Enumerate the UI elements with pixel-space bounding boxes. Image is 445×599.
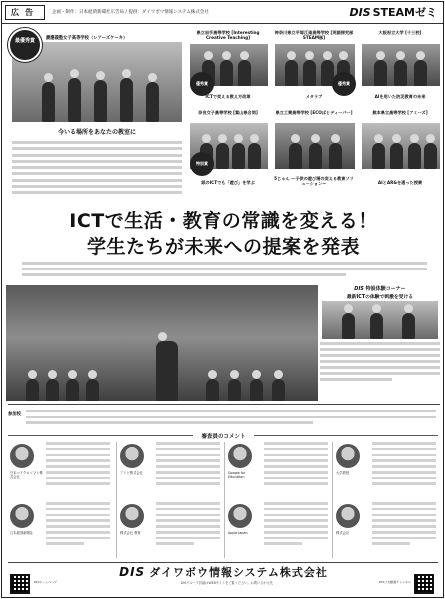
judge-comment-2 — [120, 442, 220, 502]
judge-comment-3 — [228, 442, 328, 502]
judge-comment-text — [372, 502, 436, 548]
judge-comment-7 — [228, 502, 328, 562]
grid-photo-3 — [362, 44, 440, 86]
sponsor-line: 企画・制作：日本経済新聞社広告局 / 提供：ダイワボウ情報システム株式会社 — [52, 10, 209, 15]
corner-photo — [322, 301, 438, 339]
grid-title-6: 熊本県立高等学校 [アミーズ] — [372, 110, 428, 115]
company-name — [2, 564, 444, 580]
judge-comment-text — [156, 502, 220, 548]
judge-comment-text — [156, 442, 220, 488]
comments-title — [2, 432, 444, 440]
judge-affiliation: 株式会社 教育 — [120, 531, 141, 535]
prize-badge-3: 特別賞 — [190, 152, 214, 176]
grid-photo-5 — [275, 123, 355, 169]
judge-comment-text — [372, 442, 436, 488]
judge-avatar — [336, 504, 360, 528]
grid-title-3: 大阪府立大学 [十三校] — [378, 30, 422, 35]
judge-affiliation: 大学教授 — [336, 471, 350, 475]
judge-avatar — [120, 504, 144, 528]
corner-title — [320, 285, 440, 292]
grand-prize-article — [12, 141, 182, 198]
brand-name: STEAMゼミ — [372, 6, 437, 19]
footer-dis-logo: DIS — [119, 565, 146, 579]
grid-title-2: 神奈川県立平塚江南高等学校 [英語探究部STEAM部] — [274, 30, 354, 40]
grid-title-1: 県立岩手高等学校 [Interesting Creative Teaching] — [196, 30, 260, 40]
judge-comment-5 — [10, 502, 110, 562]
judge-avatar — [10, 504, 34, 528]
brand-logo — [349, 4, 437, 20]
grid-title-4: 奈良女子高等学校 [富山県合同] — [198, 110, 258, 115]
prize-badge-2: 優秀賞 — [332, 72, 356, 96]
judge-avatar — [120, 444, 144, 468]
judge-affiliation: 日本マイクロソフト株式会社 — [10, 471, 43, 479]
footer-divider — [8, 562, 438, 563]
grid-caption-2: メタラブ — [305, 94, 323, 99]
grid-caption-6: AIとAR&を通った授業 — [377, 180, 423, 185]
judge-affiliation: 日本経済新聞社 — [10, 531, 34, 535]
footer-fine-print: DISグループ詳細はWEBサイトをご覧ください。お問い合わせ先 — [181, 581, 273, 585]
judge-affiliation: アドビ株式会社 — [120, 471, 144, 475]
judge-affiliation: 株式会社 — [336, 531, 350, 535]
judge-affiliation: Apple Japan — [228, 531, 248, 535]
judge-comment-text — [264, 502, 328, 548]
corner-title-text: 特設体験コーナー — [365, 286, 406, 292]
company-name-text: ダイワボウ情報システム株式会社 — [149, 566, 328, 579]
judge-avatar — [336, 444, 360, 468]
judge-comment-4 — [336, 442, 436, 502]
prize-badge-1: 優秀賞 — [190, 72, 214, 96]
participants-text — [26, 410, 436, 424]
ad-header — [2, 2, 443, 24]
newspaper-ad — [1, 1, 444, 598]
event-hall-photo — [6, 285, 318, 401]
judge-affiliation: Google for Education — [228, 471, 246, 479]
judge-avatar — [228, 504, 252, 528]
grid-title-5: 県立工業高等学校 [ECOばとディーバー] — [275, 110, 353, 115]
headline-line-1: ICTで生活・教育の常識を変える！ — [69, 210, 378, 232]
participants-label: 参加校 — [8, 412, 21, 417]
comments-title-text: 審査員のコメント — [193, 432, 253, 440]
grid-caption-5: 5じゃん ～子供の遊び場の変える教育ソリューション～ — [274, 176, 354, 186]
corner-article — [320, 342, 440, 400]
judge-comment-1 — [10, 442, 110, 502]
qr-caption-left: DISホームページ — [34, 580, 58, 584]
headline-line-2: 学生たちが未来への提案を発表 — [86, 236, 360, 258]
judge-comment-6 — [120, 502, 220, 562]
judge-comment-8 — [336, 502, 436, 562]
grand-prize-badge: 最優秀賞 — [8, 28, 42, 62]
grid-caption-1: ICTで変える教え方改革 — [205, 94, 251, 99]
grid-caption-3: AIを用いた防災教育の未来 — [374, 94, 426, 99]
corner-subtitle: 最新ICTの体験で刺激を受ける — [346, 295, 414, 300]
grid-caption-4: 紙のICTでも「遊び」を学ぶ — [201, 180, 255, 185]
qr-code-right[interactable] — [414, 574, 434, 594]
judge-avatar — [228, 444, 252, 468]
grid-photo-6 — [362, 123, 440, 169]
judge-comment-text — [46, 442, 110, 488]
grand-prize-school: 慶應義塾女子高等学校（レアーズケーキ） — [46, 36, 128, 41]
corner-dis-logo: DIS — [354, 286, 364, 292]
qr-code-left[interactable] — [10, 574, 30, 594]
dis-logo-mark: DIS — [349, 6, 371, 19]
judge-comment-text — [264, 442, 328, 488]
judge-comment-text — [46, 502, 110, 548]
judge-avatar — [10, 444, 34, 468]
participants-list — [8, 404, 440, 430]
grand-prize-heading: 今いる場所をあなたの教室に — [57, 129, 136, 136]
ad-label: 広告 — [5, 5, 45, 20]
qr-caption-right: DIS公式動画チャンネル — [379, 580, 411, 584]
lead-paragraph — [22, 262, 427, 276]
